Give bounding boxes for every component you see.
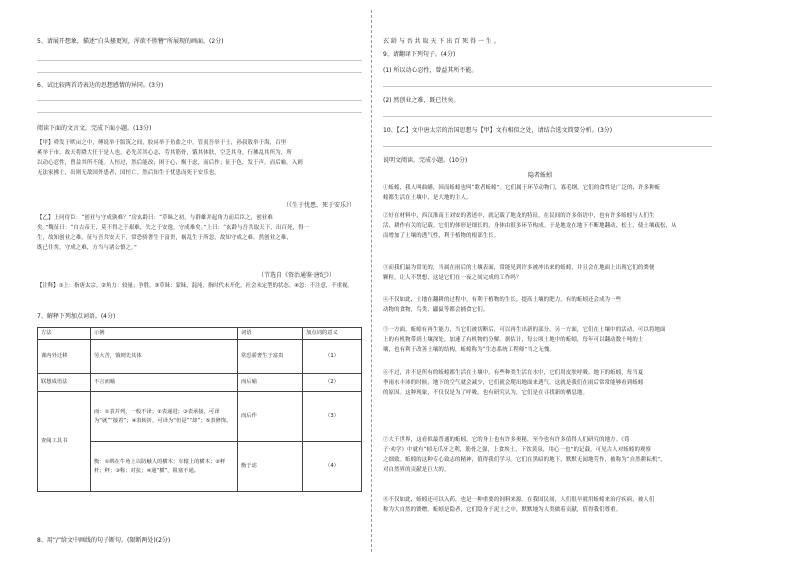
article-line: 称为大自然的馈赠。蚯蚓是隐者，它们隐身于泥土之中，默默地为人类做着贡献，值得我们尊重。	[383, 507, 622, 513]
table-header: 词语	[238, 328, 303, 340]
table-cell-example: 而：①表并列，一般不译；②表递进；③表承接，可译为“就”“接着”；④表转折，可译为“但是”“却”；⑤表修饰。	[91, 392, 238, 442]
passage-jia-line: 奚举于市。故天将降大任于是人也，必先苦其心志，劳其筋骨，饿其体肤，空乏其身，行拂乱其所为，所	[37, 150, 292, 156]
article-line: 上的有机物带到土壤深处，加速了有机物的分解。据估计，每公顷土地中的蚯蚓，每年可以翻动数十吨的土	[383, 337, 644, 343]
question-9: 9、请翻译下列句子。(4分)	[383, 51, 456, 58]
table-cell-example: 劳大苦，饿则先其体	[91, 340, 238, 374]
article-line: 蚓都生活在土壤中，是大地的主人。	[383, 195, 472, 201]
article-line: ⑥不过，并不是所有的蚯蚓都生活在土壤中，有些种类生活在水中，它们用皮肤呼吸。地下的蚯蚓，每当夏	[383, 370, 644, 376]
article-line: 动物的食物，鸟类、鼹鼠等都会捕食它们。	[383, 307, 489, 313]
table-cell-example: 衡：①绑在牛角上以防触人的横木；车辕上的横木；②秤杆；秤；③称；对抗；④通“横”，阻塞不通。	[91, 442, 238, 492]
table-row	[38, 374, 362, 392]
article-line: 而增加了土壤的透气性，利于植物的根部生长。	[383, 233, 500, 239]
left-column	[0, 0, 372, 562]
table-header-row	[38, 328, 362, 340]
source-jia: （《生于忧患，死于安乐》）	[283, 202, 356, 209]
article-line: ②好在材料中，西汉淮南王刘安的著述中，就记载了地龙的特征，在民间的许多俗语中，也有许多蚯蚓与人们生	[383, 213, 655, 219]
article-line: ③而我们最为常见的，当属在雨后的土壤表面，常能见到许多被冲出来的蚯蚓，并且会在地面上出现它们的粪便	[383, 265, 655, 271]
answer-line[interactable]	[37, 112, 362, 113]
article-line: 季雨水丰沛的时候，地下的空气就会减少，它们就会爬出地面来透气。这就是我们在雨后常常能够看到蚯蚓	[383, 380, 644, 386]
passage-jia-line: 【甲】舜发于畎亩之中，傅说举于版筑之间，胶鬲举于鱼盐之中，管夷吾举于士，孙叔敖举于海，百里	[37, 140, 287, 146]
answer-line[interactable]	[37, 60, 362, 61]
article-line: ⑦大千世界，这看似最普通的蚯蚓，它的身上也有许多奥秘，至今也有许多值得人们研究的地方。《荀	[383, 437, 630, 443]
table-cell-word: 而后作	[238, 392, 303, 442]
table-cell-method: 课内外迁移	[38, 340, 91, 374]
answer-line[interactable]	[383, 116, 712, 117]
article-line: 壤，也有利于改善土壤的结构，蚯蚓称为“生态系统工程师”当之无愧。	[383, 347, 556, 353]
article-title: 隐者蚯蚓	[528, 172, 553, 179]
table-cell-word: 常恐骄奢生于富贵	[238, 340, 303, 374]
table-header: 示例	[91, 328, 238, 340]
table-cell-example: 不言而喻	[91, 374, 238, 392]
question-9-2: (2) 然创业之难，既已往矣。	[383, 97, 460, 104]
table-cell-word: 而后喻	[238, 374, 303, 392]
passage-jia-line: 以动心忍性，曾益其所不能。人恒过，然后能改；困于心，衡于虑，而后作；征于色，发于声，而后喻。入则	[37, 160, 303, 166]
article-line: ⑤一方面，蚯蚓有再生能力，当它们被切断后，可以再生出新的部分。另一方面，它们在土壤中的活动，可以将地面	[383, 327, 666, 333]
passage-yi-line: 矣。”魏征曰：“自古帝王，莫不得之于艰难，失之于安逸，守成难矣。”上曰：“玄龄与吾共取天下，出百死，得一	[37, 225, 310, 231]
answer-line[interactable]	[37, 72, 362, 73]
article-line: 活、耕作有关的记载。它们的体形是细长的，身体由很多环节构成。于是地龙在地下不断地翻动、松土，使土壤疏松，从	[383, 223, 677, 229]
question-8: 8、用“/”给文中画线的句子断句。(限断两处)(2分)	[37, 537, 171, 544]
passage-yi-line: 生，故知创业之难。征与吾共安天下，常恐骄奢生于富贵，祸乱生于所忽，故知守成之难。然创业之难，	[37, 235, 292, 241]
passage-jia-line: 无法家拂士，出则无敌国外患者，国恒亡。然后知生于忧患而死于安乐也。	[37, 170, 220, 176]
table-cell-answer[interactable]: （1）	[303, 340, 362, 374]
question-7: 7、解释下列加点词语。(4分)	[37, 313, 116, 320]
table-cell-word: 衡于虑	[238, 442, 303, 492]
question-5: 5、请展开想象，描述“白头搔更短，浑欲不胜簪”所展现的画面。(2分)	[37, 38, 224, 45]
answer-line[interactable]	[383, 146, 712, 147]
article-line: 颗粒，让人不禁想，这是它们在一夜之间完成的工作吗？	[383, 275, 522, 281]
reading-intro-2: 说明文阅读，完成小题。(10分)	[383, 157, 468, 164]
passage-yi-line: 【乙】上问侍臣：“创业与守成孰难？”房玄龄曰：“草昧之初，与群雄并起角力而后臣之，创业难	[37, 215, 273, 221]
answer-line[interactable]	[383, 86, 712, 87]
table-cell-method: 查阅工具书	[38, 392, 91, 492]
passage-yi-line: 既已往矣，守成之难，方当与诸公慎之。”	[37, 245, 137, 251]
table-row	[38, 392, 362, 442]
article-line: 之细致。蚯蚓的这种专心致志的精神，值得我们学习。它们在黑暗的地下，默默无闻地劳作，被称为“自然耕耘机”，	[383, 457, 666, 463]
article-line: 的原因。这种现象，不仅仅是为了呼吸，也有研究认为，它们是在寻找新的栖息地。	[383, 390, 589, 396]
table-header: 加点词的意义	[303, 328, 362, 340]
column-divider	[371, 10, 372, 552]
table-header: 方法	[38, 328, 91, 340]
article-line: ⑧不仅如此，蚯蚓还可以入药，也是一种重要的饲料来源。在我国民间，人们很早就用蚯蚓来治疗疾病，被人们	[383, 497, 655, 503]
vocab-table	[37, 327, 362, 492]
answer-line[interactable]	[37, 100, 362, 101]
notes: 【注释】①上：指唐太宗。②角力：较量；争胜。③草昧：蒙昧，混沌，指时代未开化，社会未定型的状态。④忽：不注意，不重视。	[37, 283, 353, 289]
article-line: ①蚯蚓，我人叫曲蟮，因而蚯蚓也叫“歌者蚯蚓”。它们属于环节动物门，寡毛纲。它们的食性是广泛的，许多种蚯	[383, 185, 661, 191]
question-9-1: (1) 所以动心忍性，曾益其所不能。	[383, 67, 478, 74]
reading-intro: 阅读下面的文言文，完成下面小题。(13分)	[37, 125, 152, 132]
table-cell-answer[interactable]: （4）	[303, 442, 362, 492]
article-line: ④不仅如此，土地在翻耕的过程中，有利于植物的生长，提高土壤的肥力，有的蚯蚓还会成为一些	[383, 297, 622, 303]
source-yi: （节选自《资治通鉴·唐纪》）	[258, 272, 335, 279]
question-6: 6、试比较两首诗表达的思想感情的异同。(3分)	[37, 82, 164, 89]
right-column	[378, 0, 794, 562]
table-cell-answer[interactable]: （3）	[303, 392, 362, 442]
article-line: 子·劝学》中就有“蚓无爪牙之利，筋骨之强，上食埃土，下饮黄泉，用心一也”的记载，可见古人对蚯蚓的观察	[383, 447, 652, 453]
table-row	[38, 340, 362, 374]
article-line: 对自然界的贡献是巨大的。	[383, 467, 450, 473]
table-cell-method: 联想成语法	[38, 374, 91, 392]
table-cell-answer[interactable]: （2）	[303, 374, 362, 392]
continued-sentence: 玄 龄 与 吾 共 取 天 下 出 百 死 得 一 生 。	[383, 38, 500, 45]
question-10: 10、【乙】文中唐太宗的治国思想与【甲】文有相似之处，请结合选文简要分析。(3分)	[383, 127, 613, 134]
